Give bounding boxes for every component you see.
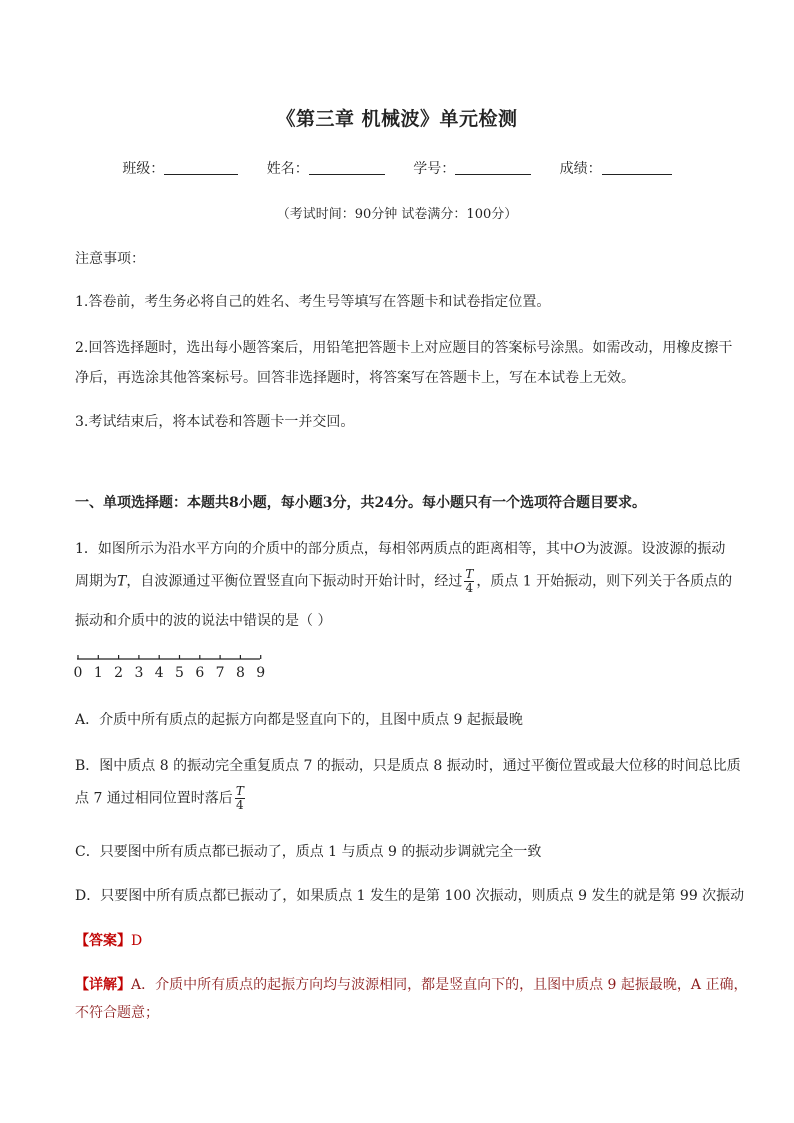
class-label: 班级： — [122, 161, 165, 177]
option-a: A．介质中所有质点的起振方向都是竖直向下的，且图中质点 9 起振最晚 — [75, 712, 523, 728]
fraction-numerator: T — [465, 567, 474, 581]
class-field — [122, 158, 238, 178]
notes-heading: 注意事项： — [75, 251, 145, 267]
particle-label-5: 5 — [175, 665, 184, 681]
answer-tag: 【答案】 — [75, 933, 131, 949]
class-blank[interactable] — [164, 160, 238, 175]
option-d: D．只要图中所有质点都已振动了，如果质点 1 发生的是第 100 次振动，则质点 9 发生的就是第 99 次振动 — [75, 888, 745, 904]
fraction-t-over-4-b — [235, 785, 245, 812]
note-2-line1: 2.回答选择题时，选出每小题答案后，用铅笔把答题卡上对应题目的答案标号涂黑。如需改动，用橡皮擦干 — [75, 340, 733, 356]
detail-line1 — [75, 975, 747, 995]
fraction-t-over-4 — [464, 568, 474, 595]
name-blank[interactable] — [309, 160, 385, 175]
particle-label-6: 6 — [195, 665, 205, 681]
option-b-line2 — [75, 785, 247, 812]
answer-value: D — [131, 933, 143, 949]
particle-label-8: 8 — [235, 665, 245, 681]
particle-label-1: 1 — [93, 665, 103, 681]
question-1-line1 — [75, 539, 725, 559]
exam-time-note: （考试时间：90分钟 试卷满分：100分） — [276, 207, 518, 222]
note-3: 3.考试结束后，将本试卷和答题卡一并交回。 — [75, 414, 355, 430]
fraction-denominator: 4 — [465, 581, 474, 595]
option-c: C．只要图中所有质点都已振动了，质点 1 与质点 9 的振动步调就完全一致 — [75, 844, 542, 860]
name-field — [267, 158, 385, 178]
detail-tag: 【详解】 — [75, 977, 131, 993]
particle-label-0: 0 — [73, 665, 83, 681]
score-field — [560, 158, 672, 178]
score-blank[interactable] — [602, 160, 672, 175]
question-1-line3: 振动和介质中的波的说法中错误的是（ ） — [75, 613, 332, 629]
particle-label-7: 7 — [215, 665, 225, 681]
answer-line — [75, 931, 142, 951]
q1-symbol-o: O — [573, 541, 586, 557]
fraction-denominator-b: 4 — [236, 798, 244, 812]
q1-text-a: 1．如图所示为沿水平方向的介质中的部分质点，每相邻两质点的距离相等，其中 — [75, 541, 574, 557]
q1-text-c: 周期为 — [75, 573, 117, 590]
q1-text-d: ，自波源通过平衡位置竖直向下振动时开始计时，经过 — [126, 573, 463, 590]
student-info-row — [0, 158, 794, 178]
particle-line-figure — [70, 650, 270, 682]
name-label: 姓名： — [266, 161, 309, 177]
particle-label-9: 9 — [256, 665, 266, 681]
detail-line2: 不符合题意； — [75, 1005, 159, 1021]
note-1: 1.答卷前，考生务必将自己的姓名、考生号等填写在答题卡和试卷指定位置。 — [75, 294, 551, 310]
fraction-numerator-b: T — [235, 784, 244, 798]
note-2-line2: 净后，再选涂其他答案标号。回答非选择题时，将答案写在答题卡上，写在本试卷上无效。 — [75, 370, 635, 386]
score-label: 成绩： — [559, 161, 602, 177]
q1-text-e: ，质点 1 开始振动，则下列关于各质点的 — [476, 573, 733, 590]
option-b-line1: B．图中质点 8 的振动完全重复质点 7 的振动，只是质点 8 振动时，通过平衡位置或最大位移的时间总比质 — [75, 758, 741, 774]
option-b-text: 点 7 通过相同位置时落后 — [75, 790, 233, 807]
question-1-line2 — [75, 568, 732, 595]
particle-label-4: 4 — [154, 665, 164, 681]
q1-text-b: 为波源。设波源的振动 — [585, 541, 726, 557]
student-id-field — [413, 158, 531, 178]
particle-label-3: 3 — [134, 665, 144, 681]
document-title: 《第三章 机械波》单元检测 — [276, 108, 518, 130]
student-id-blank[interactable] — [455, 160, 531, 175]
particle-label-2: 2 — [114, 665, 124, 681]
detail-text-1: A．介质中所有质点的起振方向均与波源相同，都是竖直向下的，且图中质点 9 起振最晚，A 正确， — [131, 977, 748, 993]
student-id-label: 学号： — [413, 161, 456, 177]
q1-symbol-t: T — [117, 573, 127, 590]
section-title: 一、单项选择题：本题共8小题，每小题3分，共24分。每小题只有一个选项符合题目要求。 — [75, 495, 646, 511]
